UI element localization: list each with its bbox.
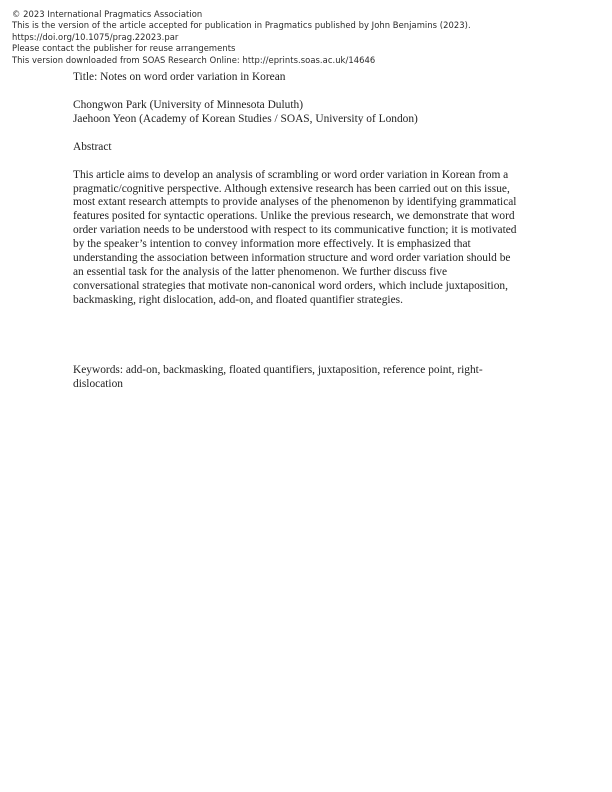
- abstract-text: [73, 169, 548, 308]
- doi-line[interactable]: https://doi.org/10.1075/prag.22023.par: [12, 31, 179, 42]
- abstract-line: conversational strategies that motivate non-canonical word orders, which include juxtaposition,: [73, 279, 508, 292]
- author-line: Chongwon Park (University of Minnesota Duluth): [73, 98, 304, 111]
- copyright-header: [12, 9, 471, 66]
- abstract-line: order variation needs to be understood with respect to its communicative function; it is motivated: [73, 224, 517, 237]
- abstract-line: features posited for syntactic operations. Unlike the previous research, we demonstrate that word: [73, 210, 515, 223]
- abstract-line: backmasking, right dislocation, add-on, and floated quantifier strategies.: [73, 293, 403, 306]
- keywords: [73, 364, 548, 392]
- abstract-heading: Abstract: [73, 140, 112, 153]
- reuse-note-line: Please contact the publisher for reuse arrangements: [12, 43, 236, 54]
- keywords-line: dislocation: [73, 377, 123, 390]
- author-list: [73, 99, 548, 127]
- abstract-line: understanding the association between information structure and word order variation should be: [73, 252, 511, 265]
- paper-title: Title: Notes on word order variation in Korean: [73, 71, 286, 83]
- abstract-line: an essential task for the analysis of the latter phenomenon. We further discuss five: [73, 265, 448, 278]
- publication-note-line: This is the version of the article accepted for publication in Pragmatics published by John Benjamins (2023).: [12, 20, 471, 31]
- author-line: Jaehoon Yeon (Academy of Korean Studies / SOAS, University of London): [73, 112, 418, 125]
- abstract-line: most extant research attempts to provide analyses of the phenomenon by identifying grammatical: [73, 196, 517, 209]
- copyright-line: © 2023 International Pragmatics Association: [12, 9, 203, 19]
- abstract-line: by the speaker’s intention to convey information more effectively. It is emphasized that: [73, 238, 471, 251]
- download-source-line[interactable]: This version downloaded from SOAS Research Online: http://eprints.soas.ac.uk/14646: [12, 54, 376, 65]
- abstract-line: This article aims to develop an analysis of scrambling or word order variation in Korean from a: [73, 168, 509, 181]
- abstract-line: pragmatic/cognitive perspective. Although extensive research has been carried out on this issue,: [73, 182, 510, 195]
- paper-body: [73, 71, 548, 392]
- keywords-line: Keywords: add-on, backmasking, floated quantifiers, juxtaposition, reference point, right-: [73, 363, 483, 376]
